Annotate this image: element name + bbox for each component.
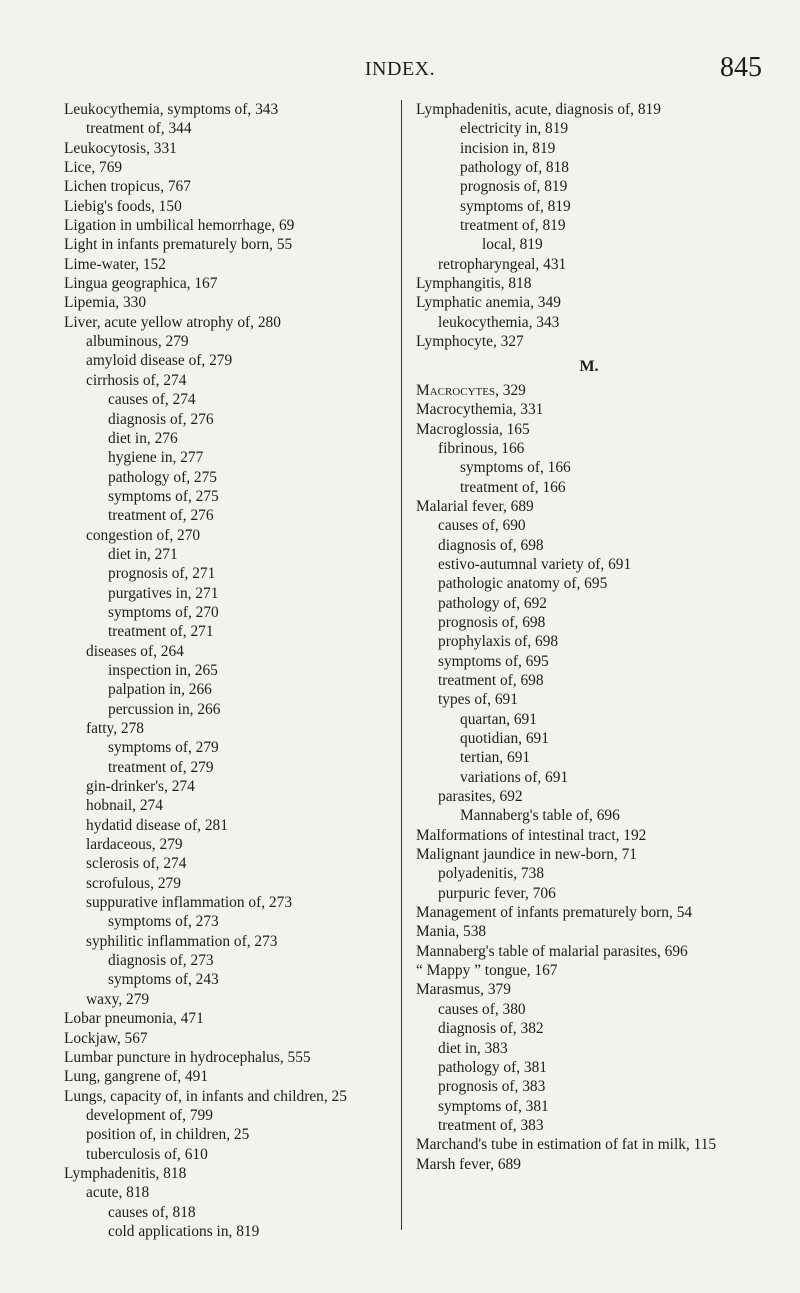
index-entry: treatment of, 279 — [108, 758, 214, 776]
index-entry: Lobar pneumonia, 471 — [64, 1010, 204, 1028]
index-entry: hobnail, 274 — [86, 797, 163, 815]
section-heading: M. — [579, 358, 599, 376]
index-entry: Macrocythemia, 331 — [416, 401, 544, 419]
index-entry: Mania, 538 — [416, 923, 487, 941]
index-entry: “ Mappy ” tongue, 167 — [416, 962, 558, 980]
index-entry: symptoms of, 166 — [460, 459, 571, 477]
index-entry: symptoms of, 243 — [108, 971, 219, 989]
index-entry: diagnosis of, 276 — [108, 410, 214, 428]
index-entry: sclerosis of, 274 — [86, 855, 187, 873]
index-entry: Liebig's foods, 150 — [64, 197, 182, 215]
index-entry: symptoms of, 270 — [108, 603, 219, 621]
index-entry: palpation in, 266 — [108, 681, 212, 699]
index-entry: fatty, 278 — [86, 720, 144, 737]
index-entry: Lime-water, 152 — [64, 255, 166, 273]
index-entry: Malformations of intestinal tract, 192 — [416, 826, 647, 844]
index-entry: pathologic anatomy of, 695 — [438, 575, 608, 593]
index-entry: prognosis of, 383 — [438, 1078, 546, 1096]
index-entry: variations of, 691 — [460, 768, 569, 786]
index-entry: development of, 799 — [86, 1106, 213, 1124]
index-entry: leukocythemia, 343 — [438, 313, 560, 331]
index-entry: prognosis of, 698 — [438, 613, 546, 631]
index-column-right — [416, 100, 762, 1174]
index-entry: prophylaxis of, 698 — [438, 633, 559, 651]
index-entry: percussion in, 266 — [108, 700, 221, 718]
index-entry: Lymphatic anemia, 349 — [416, 294, 561, 312]
index-entry: diagnosis of, 273 — [108, 952, 214, 970]
index-entry: scrofulous, 279 — [86, 874, 181, 892]
index-entry: pathology of, 381 — [438, 1058, 548, 1076]
index-entry: causes of, 818 — [108, 1203, 196, 1221]
index-entry: tertian, 691 — [460, 749, 531, 767]
index-entry: retropharyngeal, 431 — [438, 255, 567, 273]
index-entry: treatment of, 276 — [108, 507, 214, 525]
index-entry: tuberculosis of, 610 — [86, 1145, 208, 1163]
index-entry: Marsh fever, 689 — [416, 1155, 521, 1173]
index-entry: diseases of, 264 — [86, 642, 184, 660]
index-entry: pathology of, 692 — [438, 594, 548, 612]
index-entry: treatment of, 271 — [108, 623, 214, 641]
index-entry: Mannaberg's table of malarial parasites, 696 — [416, 942, 688, 960]
index-entry: Leukocythemia, symptoms of, 343 — [64, 101, 279, 118]
index-entry: diagnosis of, 698 — [438, 536, 544, 554]
index-entry: incision in, 819 — [460, 139, 556, 157]
index-entry: syphilitic inflammation of, 273 — [86, 932, 278, 950]
index-entry: Malignant jaundice in new-born, 71 — [416, 846, 637, 864]
index-entry: symptoms of, 273 — [108, 913, 219, 931]
index-entry: suppurative inflammation of, 273 — [86, 894, 293, 912]
index-entry: causes of, 380 — [438, 1000, 526, 1018]
index-entry: Lymphadenitis, acute, diagnosis of, 819 — [416, 101, 661, 118]
index-entry: treatment of, 344 — [86, 120, 192, 138]
index-entry: Marchand's tube in estimation of fat in milk, 115 — [416, 1136, 717, 1154]
index-entry: symptoms of, 275 — [108, 487, 219, 505]
index-entry: treatment of, 166 — [460, 478, 566, 496]
index-entry: Management of infants prematurely born, 54 — [416, 904, 693, 922]
index-entry: inspection in, 265 — [108, 661, 218, 679]
index-entry: diagnosis of, 382 — [438, 1020, 544, 1038]
index-entry: quartan, 691 — [460, 710, 537, 728]
index-entry: Malarial fever, 689 — [416, 497, 534, 515]
index-entry: quotidian, 691 — [460, 730, 549, 747]
index-entry: Lymphocyte, 327 — [416, 333, 524, 351]
index-entry: Macrocytes, 329 — [416, 381, 526, 399]
index-entry: purgatives in, 271 — [108, 584, 219, 602]
index-entry: Lingua geographica, 167 — [64, 275, 218, 293]
index-entry: Lumbar puncture in hydrocephalus, 555 — [64, 1048, 311, 1066]
index-entry: diet in, 276 — [108, 429, 178, 447]
index-entry: symptoms of, 695 — [438, 652, 549, 670]
page-number: 845 — [720, 52, 762, 83]
index-entry: purpuric fever, 706 — [438, 884, 556, 902]
index-entry: Lymphadenitis, 818 — [64, 1164, 187, 1182]
column-divider — [401, 100, 402, 1230]
index-entry: treatment of, 698 — [438, 671, 544, 689]
index-entry: Light in infants prematurely born, 55 — [64, 236, 293, 254]
index-entry: symptoms of, 279 — [108, 739, 219, 757]
index-entry: Ligation in umbilical hemorrhage, 69 — [64, 217, 295, 235]
index-entry: prognosis of, 271 — [108, 565, 216, 583]
index-entry: congestion of, 270 — [86, 526, 201, 544]
index-column-left — [64, 100, 390, 1241]
index-entry: Lipemia, 330 — [64, 294, 147, 312]
page-title: INDEX. — [364, 58, 436, 80]
index-entry: amyloid disease of, 279 — [86, 352, 233, 370]
index-entry: Macroglossia, 165 — [416, 420, 530, 438]
index-entry: fibrinous, 166 — [438, 439, 525, 457]
index-entry: waxy, 279 — [86, 990, 150, 1008]
index-entry: Lungs, capacity of, in infants and children, 25 — [64, 1087, 347, 1105]
index-entry: electricity in, 819 — [460, 120, 569, 138]
index-entry: gin-drinker's, 274 — [86, 778, 195, 796]
index-entry: prognosis of, 819 — [460, 178, 568, 196]
index-entry: symptoms of, 819 — [460, 197, 571, 215]
index-entry: symptoms of, 381 — [438, 1097, 549, 1115]
index-entry: diet in, 271 — [108, 545, 178, 563]
index-entry: causes of, 274 — [108, 391, 196, 409]
index-entry: types of, 691 — [438, 691, 518, 709]
index-entry: lardaceous, 279 — [86, 836, 183, 854]
index-entry: Liver, acute yellow atrophy of, 280 — [64, 313, 281, 331]
index-entry: polyadenitis, 738 — [438, 865, 545, 883]
index-entry: hygiene in, 277 — [108, 449, 204, 467]
index-entry: pathology of, 275 — [108, 468, 218, 486]
index-entry: Lymphangitis, 818 — [416, 275, 532, 293]
index-entry: acute, 818 — [86, 1184, 150, 1202]
index-entry: Lichen tropicus, 767 — [64, 178, 191, 196]
index-entry: causes of, 690 — [438, 517, 526, 535]
index-entry: diet in, 383 — [438, 1039, 508, 1057]
page-header — [0, 50, 800, 90]
index-entry: cold applications in, 819 — [108, 1222, 260, 1240]
index-entry: Lice, 769 — [64, 159, 123, 177]
index-entry: pathology of, 818 — [460, 159, 570, 177]
index-entry: Marasmus, 379 — [416, 981, 511, 999]
index-entry: local, 819 — [482, 236, 543, 254]
index-entry: position of, in children, 25 — [86, 1126, 250, 1144]
index-entry: hydatid disease of, 281 — [86, 816, 228, 834]
index-entry: Lung, gangrene of, 491 — [64, 1068, 209, 1086]
index-entry: Lockjaw, 567 — [64, 1029, 148, 1047]
index-entry: albuminous, 279 — [86, 333, 189, 351]
index-entry: parasites, 692 — [438, 788, 523, 806]
index-entry: treatment of, 383 — [438, 1116, 544, 1134]
index-entry: cirrhosis of, 274 — [86, 371, 187, 389]
index-entry: Mannaberg's table of, 696 — [460, 807, 620, 825]
index-entry: estivo-autumnal variety of, 691 — [438, 555, 632, 573]
index-entry: Leukocytosis, 331 — [64, 139, 177, 157]
index-entry: treatment of, 819 — [460, 217, 566, 235]
